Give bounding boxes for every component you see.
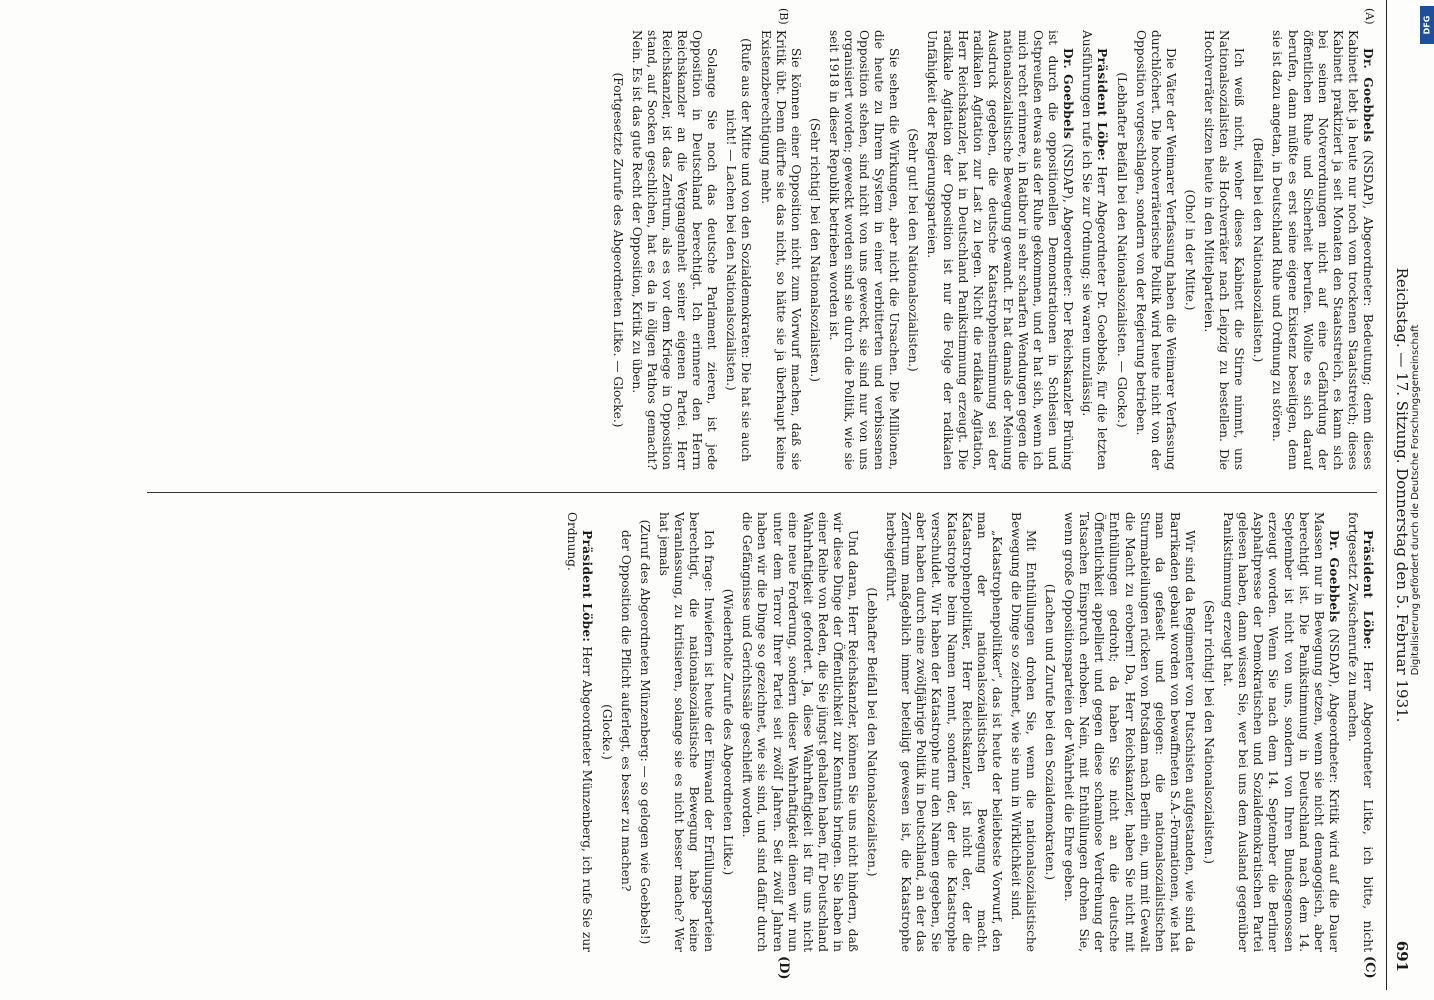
speaker-name: Dr. Goebbels: [1061, 48, 1076, 140]
paragraph-text: (Sehr richtig! bei den Nationalsozialisten.): [1202, 599, 1217, 865]
column-divider: [147, 492, 1377, 493]
margin-marker-b: (B): [777, 8, 790, 25]
paragraph-text: Die Väter der Weimarer Verfassung haben die Weimarer Verfassung durchlöchert. Die hochverräterische Politik wird heute nicht von der Opposition vorgeschlagen, sondern von der Regierung betrieben.: [1133, 30, 1178, 470]
paragraph-text: Mit Enthüllungen drohen Sie, wenn die nationalsozialistische Bewegung die Dinge so zeichnet, wie sie nun in Wirklichkeit sind.: [1008, 512, 1039, 952]
paragraph-text: (Wiederholte Zurufe des Abgeordneten Litke.): [721, 588, 736, 876]
interjection-note: [1114, 30, 1129, 470]
paragraph-text: (Lebhafter Beifall bei den Nationalsozialisten. — Glocke.): [1114, 72, 1129, 428]
paragraph-text: (Glocke.): [599, 704, 614, 760]
paragraph-text: Herr Abgeordneter Münzenberg, ich rufe Sie zur Ordnung.: [565, 512, 595, 952]
speaker-name: Präsident Löbe:: [1361, 530, 1375, 650]
speech-paragraph: [1220, 512, 1341, 952]
paragraph-text: (Lebhafter Beifall bei den Nationalsozialisten.): [865, 587, 880, 877]
paragraph-text: (Sehr gut! bei den Nationalsozialisten.): [906, 128, 921, 372]
page-header-title: Reichstag. — 17. Sitzung. Donnerstag den 5. Februar 1931.: [1393, 267, 1411, 723]
speech-paragraph: [1133, 30, 1178, 470]
paragraph-text: (Beifall bei den Nationalsozialisten.): [1251, 137, 1266, 363]
dfg-logo-text: DFG: [1422, 15, 1432, 35]
interjection-note: [807, 30, 822, 470]
paragraph-text: Ich weiß nicht, woher dieses Kabinett die Stirne nimmt, uns Nationalsozialisten als Hochverräter nach Leipzig zu bestellen. Die Hochverräter sitzen heute in den Mittelparteien.: [1202, 30, 1247, 470]
paragraph-text: der Opposition die Pflicht auferlegt, es besser zu machen?: [618, 530, 633, 892]
paragraph-text: (Zuruf des Abgeordneten Münzenberg: — so gelogen wie Goebbels!): [637, 519, 652, 945]
paragraph-text: Solange Sie noch das deutsche Parlament zieren, ist jede Opposition in Deutschland berechtigt. Ich erinnere den Herrn Reichskanzler an die Vergangenheit seiner eigenen Partei. Herr Reichskanzler, ist das Zentrum, als es vor dem Kriege in Opposition stand, auf Socken geschlichen, hat es da in öligen Pathos gemacht? Nein. Es ist das gute Recht der Opposition, Kritik zu üben.: [629, 30, 720, 470]
speaker-name: Dr. Goebbels: [1326, 530, 1341, 623]
paragraph-text: (Fortgesetzte Zurufe des Abgeordneten Litke. — Glocke.): [610, 72, 625, 428]
left-column: [125, 30, 1375, 470]
speech-paragraph: [757, 30, 802, 470]
paragraph-text: (Sehr richtig! bei den Nationalsozialisten.): [807, 117, 822, 383]
paragraph-text: Ich frage: Inwiefern ist heute der Einwand der Erfüllungsparteien berechtigt, die nationalsozialistische Bewegung habe keine Veranlassung, zu kritisieren, solange sie es nicht besser mache? Wer hat jemals: [656, 512, 717, 952]
speaker-name: Präsident Löbe:: [580, 530, 595, 643]
page-number: 691: [1393, 940, 1411, 972]
page-header: [1386, 0, 1409, 990]
speech-paragraph: [629, 30, 720, 470]
margin-marker-c: (C): [1362, 956, 1377, 979]
interjection-note: [864, 512, 879, 952]
paragraph-text: Sie sehen die Wirkungen, aber nicht die Ursachen. Die Millionen, die heute zu Ihrem System in einer verbitterten und verbissenen Opposition stehen, sind nicht von uns geweckt, sie sind nur von uns organisiert worden; geweckt worden sind sie durch die Politik, wie sie seit 1918 in dieser Republik betrieben worden ist.: [826, 30, 902, 470]
interjection-note: [905, 30, 920, 470]
right-column: [125, 512, 1375, 952]
speech-paragraph: [883, 512, 1004, 952]
speech-paragraph: [1269, 30, 1375, 470]
paragraph-text: Herr Abgeordneter Dr. Goebbels, für die letzten Ausführungen rufe ich Sie zur Ordnung; sie waren unzulässig.: [1080, 30, 1110, 470]
interjection-note: [610, 30, 625, 470]
interjection-note: [720, 512, 735, 952]
paragraph-text: Und daran, Herr Reichskanzler, können Sie uns nicht hindern, daß wir diese Dinge der Öffentlichkeit zur Kenntnis bringen. Sie haben in einer Reihe von Reden, die Sie jüngst gehalten haben, für Deutschland Wahrhaftigkeit gefordert. Ja, diese Wahrhaftigkeit ist für uns nicht eine neue Forderung, sondern dieser Wahrhaftigkeit dienen wir nun unter dem Terror Ihrer Partei seit zwölf Jahren. Seit zwölf Jahren haben wir die Dinge so gezeichnet, wie sie sind, und sind dafür durch die Gefängnisse und Gerichtssäle geschleift worden.: [740, 512, 860, 952]
interjection-note: [637, 512, 652, 952]
interjection-note: [599, 512, 614, 952]
paragraph-text: (NSDAP), Abgeordneter: Bedeutung; denn dieses Kabinett lebt ja heute nur noch vom trockenen Staatsstreich; dieses Kabinett praktiziert ja seit Monaten den Staatsstreich, es kann sich bei seinen Notverordnungen nicht auf eine Gefährdung der öffentlichen Ruhe und Sicherheit berufen. Wollte es sich darauf berufen, dann müßte es erst seine eigene Existenz beseitigen, denn sie ist dazu angetan, in Deutschland Ruhe und Ordnung zu stören.: [1270, 30, 1375, 470]
paragraph-text: Wir sind da Regimenter von Putschisten aufgestanden, wie sind da Barrikaden gebaut worden von bewaffneten S.A.-Formationen, wie hat man da gefaselt und gelogen: die nationalsozialistischen Sturmabteilungen rücken von Potsdam nach Berlin ein, um mit Gewalt die Macht zu erobern! Da, Herr Reichskanzler, haben Sie nicht mit Enthüllungen gedroht; da haben Sie nicht an die deutsche Öffentlichkeit appelliert und gegen diese schamlose Verdrehung der Tatsachen Einspruch erhoben. Nein, mit Enthüllungen drohen Sie, wenn große Oppositionsparteien der Wahrheit die Ehre geben.: [1062, 512, 1197, 952]
rotated-document-page: [97, 0, 1417, 990]
interjection-note: [723, 30, 753, 470]
digitization-credit: Digitalisierung gefördert durch die Deutsche Forschungsgemeinschaft: [1410, 324, 1421, 676]
speech-paragraph: [1079, 30, 1109, 470]
margin-marker-d: (D): [776, 956, 791, 980]
speech-paragraph: [564, 512, 594, 952]
paragraph-text: (NSDAP), Abgeordneter: Der Reichskanzler Brüning ist durch die oppositionellen Demonstrationen in Schlesien und Ostpreußen etwas aus der Ruhe gekommen, und er hat sich, wenn ich mich recht erinnere, in Ratibor in sehr scharfen Wendungen gegen die nationalsozialistische Bewegung gewandt. Er hat damals der Meinung Ausdruck gegeben, die deutsche Katastrophenstimmung sei der radikalen Agitation zur Last zu legen. Nicht die radikale Agitation, Herr Reichskanzler, hat in Deutschland Panikstimmung erzeugt. Die radikale Agitation der Opposition ist nur die Folge der radikalen Unfähigkeit der Regierungsparteien.: [925, 30, 1076, 470]
speaker-name: Dr. Goebbels: [1361, 48, 1375, 143]
paragraph-text: (Oho! in der Mitte.): [1182, 189, 1197, 311]
speech-paragraph: [1008, 512, 1038, 952]
speech-paragraph: [1201, 30, 1246, 470]
paragraph-text: (Rufe aus der Mitte und von den Sozialdemokraten: Die hat sie auch nicht! — Lachen bei den Nationalsozialisten.): [724, 38, 754, 462]
speech-paragraph: [1345, 512, 1375, 952]
margin-marker-a: (A): [1363, 8, 1376, 25]
paragraph-text: Herr Abgeordneter Litke, ich bitte, nicht fortgesetzt Zwischenrufe zu machen.: [1345, 512, 1375, 952]
speech-paragraph: [924, 30, 1075, 470]
speech-paragraph: [1061, 512, 1197, 952]
interjection-note: [1182, 30, 1197, 470]
interjection-note: [1250, 30, 1265, 470]
interjection-note: [1042, 512, 1057, 952]
speech-paragraph: [656, 512, 716, 952]
speech-paragraph: [826, 30, 901, 470]
speaker-name: Präsident Löbe:: [1095, 48, 1110, 162]
interjection-note: [1201, 512, 1216, 952]
paragraph-text: Sie können einer Opposition nicht zum Vorwurf machen, daß sie Kritik übt. Denn dürfte sie das nicht, so hätte sie ja überhaupt keine Existenzberechtigung mehr.: [758, 30, 803, 470]
speech-paragraph: [618, 512, 633, 952]
paragraph-text: (NSDAP), Abgeordneter: Kritik wird auf die Dauer Massen nur in Bewegung setzen, wenn sie nicht demagogisch, aber berechtigt ist. Die Panikstimmung in Deutschland nach dem 14. September ist nicht von uns, sondern von Ihren Bundesgenossen erzeugt worden. Wenn Sie nach dem 14. September die Berliner Asphaltpresse der Demokratischen und Sozialdemokratischen Partei gelesen haben, dann wissen Sie, wer bei uns dem Ausland gegenüber Panikstimmung erzeugt hat.: [1221, 512, 1341, 952]
paragraph-text: „Katastrophenpolitiker“, das ist heute der beliebteste Vorwurf, den man der nationalsozialistischen Bewegung macht. Katastrophenpolitiker, Herr Reichskanzler, ist nicht der, der die Katastrophe beim Namen nennt, sondern der, der die Katastrophe verschuldet. Wir haben der Katastrophe nur den Namen gegeben, Sie aber haben durch eine zwölfjährige Politik in Deutschland, an der das Zentrum maßgeblich immer beteiligt gewesen ist, die Katastrophe herbeigeführt.: [884, 512, 1004, 952]
paragraph-text: (Lachen und Zurufe bei den Sozialdemokraten.): [1043, 583, 1058, 881]
speech-paragraph: [739, 512, 860, 952]
